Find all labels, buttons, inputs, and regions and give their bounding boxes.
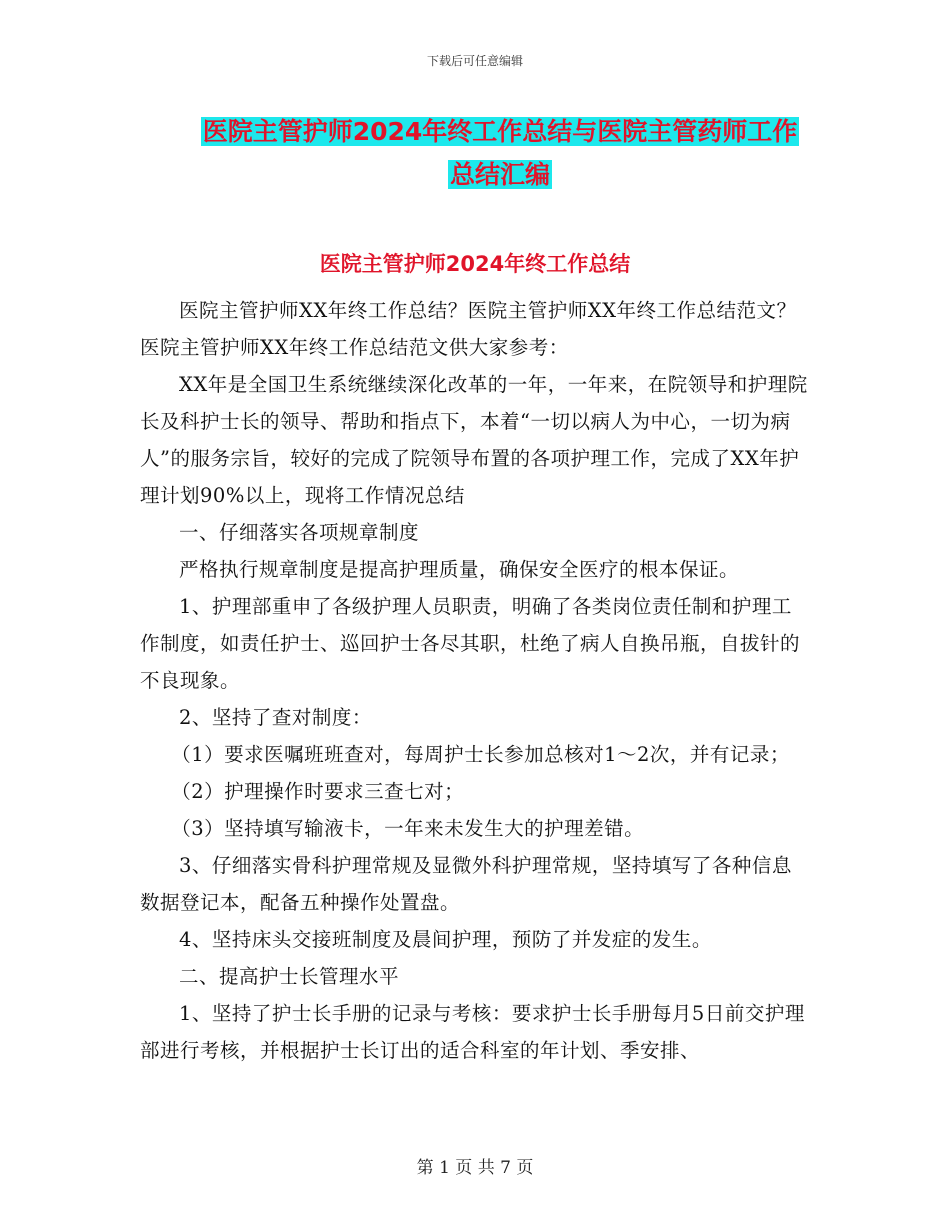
list-item-head-nurse-1: 1、坚持了护士长手册的记录与考核：要求护士长手册每月5日前交护理部进行考核，并根据护士长订出的适合科室的年计划、季安排、 bbox=[140, 1002, 805, 1062]
document-body bbox=[140, 292, 808, 1069]
list-item-2: 2、坚持了查对制度： bbox=[179, 706, 372, 729]
paragraph-rules: 严格执行规章制度是提高护理质量，确保安全医疗的根本保证。 bbox=[179, 558, 740, 581]
paragraph-intro: 医院主管护师XX年终工作总结？医院主管护师XX年终工作总结范文？医院主管护师XX年终工作总结范文供大家参考： bbox=[140, 299, 797, 359]
document-title bbox=[140, 110, 860, 196]
document-title-line-1: 医院主管护师2024年终工作总结与医院主管药师工作 bbox=[202, 117, 798, 146]
page-header-note: 下载后可任意编辑 bbox=[426, 54, 523, 68]
heading-head-nurse: 二、提高护士长管理水平 bbox=[179, 965, 400, 988]
list-item-4: 4、坚持床头交接班制度及晨间护理，预防了并发症的发生。 bbox=[179, 928, 712, 951]
document-title-line-2: 总结汇编 bbox=[449, 160, 550, 189]
sub-item-2: （2）护理操作时要求三查七对； bbox=[171, 780, 465, 803]
list-item-3: 3、仔细落实骨科护理常规及显微外科护理常规，坚持填写了各种信息数据登记本，配备五种操作处置盘。 bbox=[140, 854, 792, 914]
page-footer: 第 1 页 共 7 页 bbox=[416, 1158, 534, 1178]
list-item-1: 1、护理部重申了各级护理人员职责，明确了各类岗位责任制和护理工作制度，如责任护士、巡回护士各尽其职，杜绝了病人自换吊瓶，自拔针的不良现象。 bbox=[140, 595, 801, 692]
paragraph-overview: XX年是全国卫生系统继续深化改革的一年，一年来，在院领导和护理院长及科护士长的领导、帮助和指点下，本着“一切以病人为中心，一切为病人”的服务宗旨，较好的完成了院领导布置的各项护理工作，完成了XX年护理计划90%以上，现将工作情况总结 bbox=[140, 373, 808, 507]
heading-rules: 一、仔细落实各项规章制度 bbox=[179, 521, 420, 544]
section-title: 医院主管护师2024年终工作总结 bbox=[319, 252, 631, 276]
sub-item-1: （1）要求医嘱班班查对，每周护士长参加总核对1～2次，并有记录； bbox=[171, 743, 790, 766]
sub-item-3: （3）坚持填写输液卡，一年来未发生大的护理差错。 bbox=[171, 817, 645, 840]
